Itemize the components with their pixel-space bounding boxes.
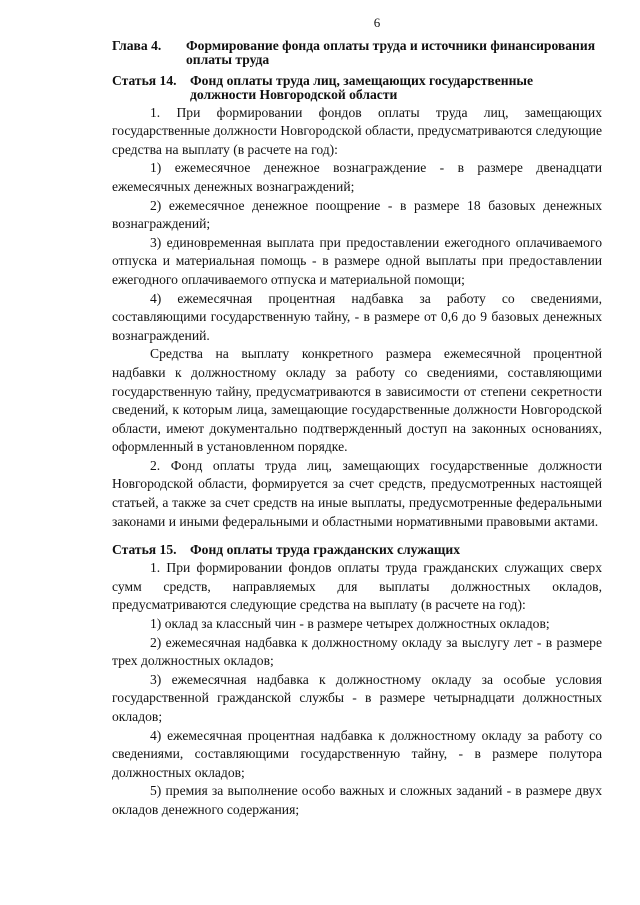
paragraph: 3) ежемесячная надбавка к должностному окладу за особые условия государственной гражданской службы - в размере четырнадцати должностных окладов; <box>112 671 602 724</box>
article-15-title: Фонд оплаты труда гражданских служащих <box>190 542 461 558</box>
chapter-label: Глава 4. <box>112 37 162 53</box>
paragraph: 1) оклад за классный чин - в размере четырех должностных окладов; <box>150 616 550 632</box>
article-15-label: Статья 15. <box>112 542 177 558</box>
paragraph: 2) ежемесячная надбавка к должностному окладу за выслугу лет - в размере трех должностных окладов; <box>112 634 602 669</box>
paragraph: 1) ежемесячное денежное вознаграждение - в размере двенадцати ежемесячных денежных вознаграждений; <box>112 160 602 194</box>
paragraph: Средства на выплату конкретного размера ежемесячной процентной надбавки к должностному окладу за работу со сведениями, составляющими государственную тайну, предусматриваются в зависимости от степени секретности сведений, к которым лица, замещающие государственные должности Новгородской области, имеют документально подтвержденный доступ на законных основаниях, оформленный в установленном порядке. <box>112 346 602 455</box>
article-14-title: Фонд оплаты труда лиц, замещающих государственные должности Новгородской области <box>190 72 534 102</box>
paragraph: 4) ежемесячная процентная надбавка к должностному окладу за работу со сведениями, составляющими государственную тайну, - в размере полутора должностных окладов; <box>112 727 602 780</box>
page-number: 6 <box>373 15 381 30</box>
chapter-heading <box>112 39 602 67</box>
article-14-label: Статья 14. <box>112 72 177 88</box>
paragraph: 3) единовременная выплата при предоставлении ежегодного оплачиваемого отпуска и материальная помощь - в размере одной выплаты при предоставлении ежегодного оплачиваемого отпуска и материальной помощи; <box>112 234 602 287</box>
chapter-title: Формирование фонда оплаты труда и источники финансирования оплаты труда <box>186 37 596 67</box>
paragraph: 2) ежемесячное денежное поощрение - в размере 18 базовых денежных вознаграждений; <box>112 197 602 232</box>
paragraph: 2. Фонд оплаты труда лиц, замещающих государственные должности Новгородской области, формируется за счет средств, предусмотренных настоящей статьей, а также за счет средств на иные выплаты, предусмотренные федеральными законами и иными федеральными и областными нормативными правовыми актами. <box>112 457 602 529</box>
article-15-body <box>112 559 602 819</box>
paragraph: 1. При формировании фондов оплаты труда лиц, замещающих государственные должности Новгородской области, предусматриваются следующие средства на выплату (в расчете на год): <box>112 104 602 157</box>
paragraph: 1. При формировании фондов оплаты труда гражданских служащих сверх сумм средств, направляемых для выплаты должностных окладов, предусматриваются следующие средства на выплату (в расчете на год): <box>112 560 602 613</box>
paragraph: 5) премия за выполнение особо важных и сложных заданий - в размере двух окладов денежного содержания; <box>112 783 602 817</box>
article-14-body <box>112 104 602 532</box>
article-15-heading <box>112 543 602 557</box>
paragraph: 4) ежемесячная процентная надбавка за работу со сведениями, составляющими государственную тайну, - в размере от 0,6 до 9 базовых денежных вознаграждений. <box>112 290 602 343</box>
article-14-heading <box>112 74 602 102</box>
